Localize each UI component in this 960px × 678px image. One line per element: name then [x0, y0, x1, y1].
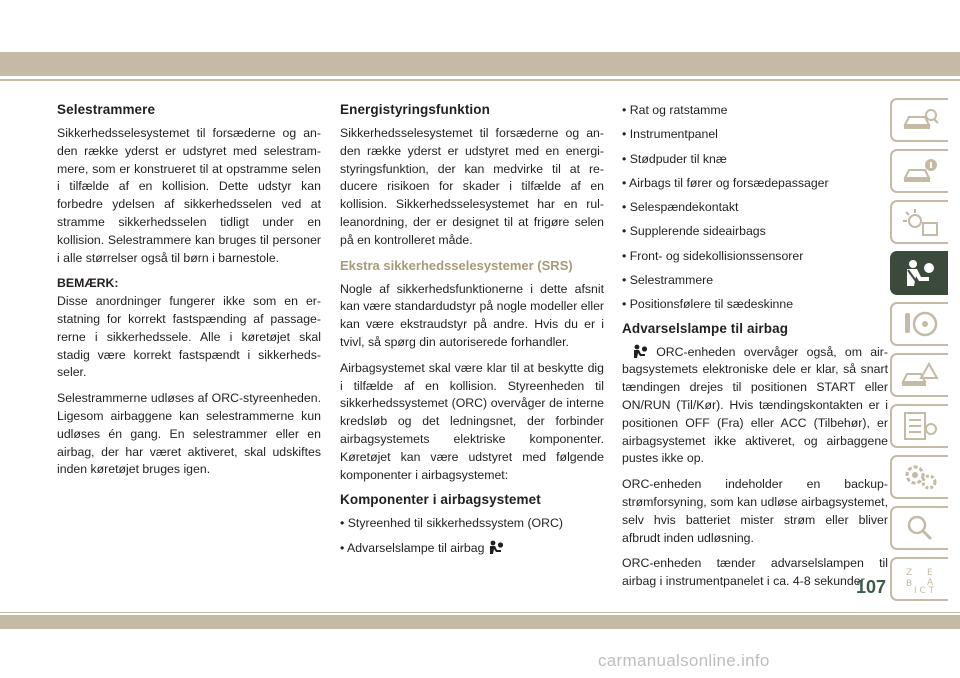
column-right	[622, 102, 888, 599]
chapter-tabs	[890, 98, 948, 608]
svg-text:A: A	[927, 578, 934, 588]
paragraph: ORC-enheden indeholder en backup-strømforsyning, som kan udløse airbagsystemet, selv hvis batteriet mister strøm eller bliver afbrudt inden udløsning.	[622, 477, 888, 545]
section-heading-advarselslampe: Advarselslampe til airbag	[622, 320, 789, 336]
paragraph: Nogle af sikkerhedsfunktionerne i dette afsnit kan være standardudstyr på nogle modeller eller kan være ekstraudstyr på andre. Hvis du er i tvivl, så spørg din autoriserede forhandler.	[340, 281, 604, 349]
paragraph	[622, 344, 888, 469]
list-item: • Front- og sidekollisionssensorer	[622, 248, 804, 263]
svg-text:Z: Z	[906, 568, 913, 578]
index-letters-icon	[901, 564, 939, 594]
list-item: • Supplerende sideairbags	[622, 224, 766, 239]
watermark: carmanualsonline.info	[598, 651, 770, 670]
search-icon	[901, 513, 939, 543]
paragraph: Sikkerhedsselesystemet til forsæderne og anden række yderst er udstyret med en energistyringsfunktion, der kan medvirke til at reducere risikoen for skader i tilfælde af en kollision. Sikkerhedsselesystemet har en rulleanordning, der er designet til at frigøre selen på en kontrolleret måde.	[340, 126, 604, 247]
section-heading-energistyring: Energistyringsfunktion	[340, 102, 490, 117]
key-steering-wheel-icon	[901, 309, 939, 339]
warning-lights-icon	[901, 207, 939, 237]
specifications-gears-icon	[901, 462, 939, 492]
seatbelt-airbag-icon	[901, 258, 939, 288]
car-info-icon	[901, 156, 939, 186]
list-item-text: • Advarselslampe til airbag	[340, 540, 485, 555]
car-hazard-icon	[901, 360, 939, 390]
tab-index-letters[interactable]	[890, 557, 948, 601]
svg-text:E: E	[927, 568, 933, 578]
list-item: • Airbags til fører og forsædepassager	[622, 175, 829, 190]
paragraph: ORC-enheden tænder advarselslampen til airbag i instrumentpanelet i ca. 4-8 sekunder	[622, 556, 888, 589]
paragraph: Airbagsystemet skal være klar til at beskytte dig i tilfælde af en kollision. Styreenheden til sikkerhedssystemet (ORC) overvåger de interne kredsløb og det ledningsnet, der forbinder airbagsystemets elektriske komponenter. Køretøjet kan være udstyret med følgende komponenter i airbagsystemet:	[340, 360, 604, 482]
footer-band	[0, 615, 960, 629]
list-item: • Rat og ratstamme	[622, 103, 728, 117]
tab-car-hazard[interactable]	[890, 353, 948, 397]
list-item: • Stødpuder til knæ	[622, 151, 727, 166]
list-item: • Selestrammere	[622, 273, 714, 288]
column-middle	[340, 102, 604, 564]
tab-service-checklist[interactable]	[890, 404, 948, 448]
tab-warning-lights[interactable]	[890, 200, 948, 244]
tab-car-magnifier[interactable]	[890, 98, 948, 142]
tab-specifications-gears[interactable]	[890, 455, 948, 499]
paragraph-text: ORC-enheden overvåger også, om airbagsystemets elektroniske dele er klar, så snart tændingen drejes til positionen START eller ON/RUN (Til/Kør). Hvis tændingskontakten er i positionen OFF (Fra) eller ACC (Tilbehør), er airbagsystemet ikke aktiveret, og airbaggene pustes ikke op.	[622, 344, 888, 466]
note-text: Disse anordninger fungerer ikke som en erstatning for korrekt fastspænding af passagererne i sikkerhedssele. Alle i køretøjet skal stadig være korrekt fastspændt i sikkerhedsseler.	[57, 294, 321, 380]
page-number: 107	[856, 577, 887, 597]
car-magnifier-icon	[901, 105, 939, 135]
column-left	[57, 102, 321, 487]
list-item: • Styreenhed til sikkerhedssystem (ORC)	[340, 516, 563, 531]
service-checklist-icon	[901, 411, 939, 441]
note-label: BEMÆRK:	[57, 276, 119, 291]
list-item	[340, 540, 604, 558]
header-rule	[0, 79, 960, 81]
list-item: • Positionsfølere til sædeskinne	[622, 297, 794, 312]
subheading-srs: Ekstra sikkerhedsselesystemer (SRS)	[340, 257, 573, 273]
tab-search[interactable]	[890, 506, 948, 550]
svg-text:B: B	[906, 579, 913, 589]
footer-rule	[0, 612, 960, 613]
paragraph: Selestrammerne udløses af ORC-styreenheden. Ligesom airbaggene kan selestrammerne kun udløses én gang. En selestrammer eller en airbag, der har været aktiveret, skal udskiftes inden køretøjet bruges igen.	[57, 391, 321, 477]
header-band	[0, 52, 960, 76]
paragraph: Sikkerhedsselesystemet til forsæderne og anden række yderst er udstyret med selestrammere, som er konstrueret til at opstramme selen i tilfælde af en kollision. Dette udstyr kan forbedre ydelsen af sikkerhedsselen ved at stramme sikkerhedsselen tidligt under en kollision. Selestrammere kan bruges til personer i alle størrelser også til børn i barnestole.	[57, 126, 321, 265]
section-heading-selestrammere: Selestrammere	[57, 102, 156, 117]
list-item: • Instrumentpanel	[622, 127, 718, 142]
tab-key-steering-wheel[interactable]	[890, 302, 948, 346]
tab-car-info[interactable]	[890, 149, 948, 193]
section-heading-komponenter: Komponenter i airbagsystemet	[340, 492, 541, 508]
airbag-warning-icon	[488, 540, 504, 555]
list-item: • Selespændekontakt	[622, 200, 739, 215]
tab-seatbelt-airbag[interactable]	[890, 251, 948, 295]
svg-text:I C T: I C T	[914, 586, 935, 594]
airbag-warning-icon	[632, 344, 648, 359]
